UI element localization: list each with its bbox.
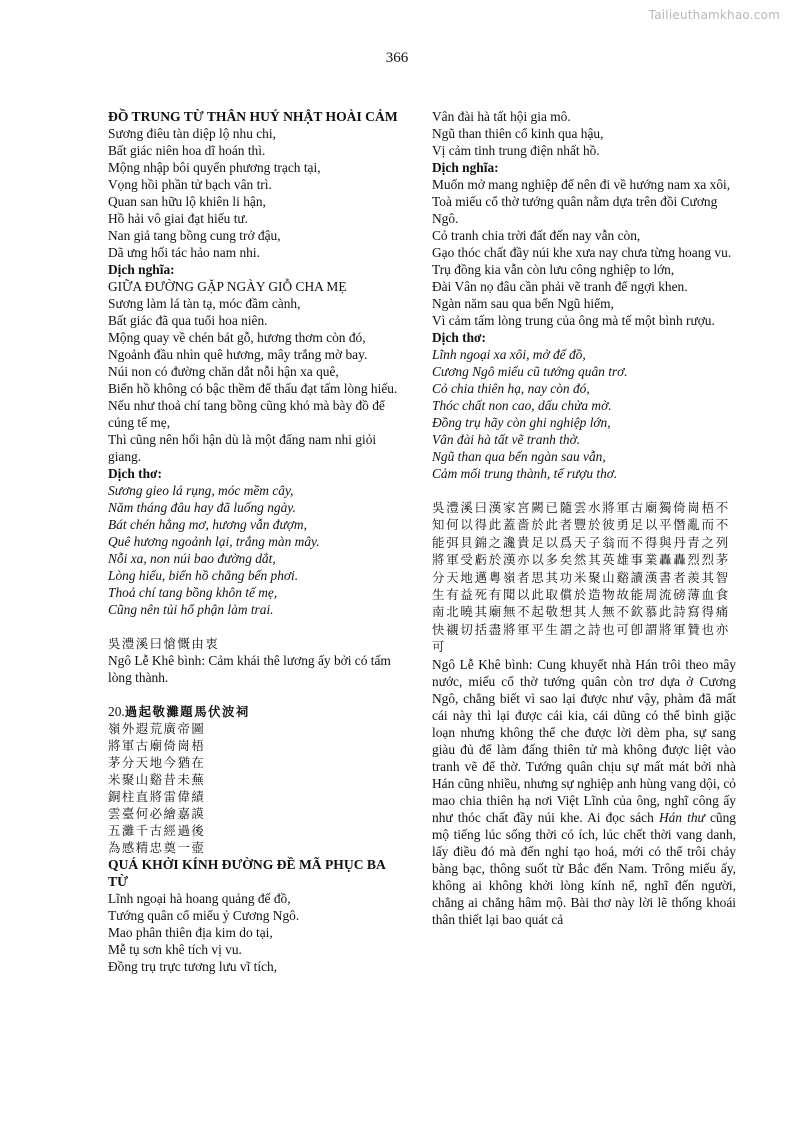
- poem-19-verse: [108, 482, 408, 618]
- translation-line: Trụ đồng kia vẫn còn lưu công nghiệp to lớn,: [432, 262, 675, 277]
- translation-line: Toà miếu cổ thờ tướng quân nằm dựa trên đồi Cương Ngô.: [432, 194, 718, 226]
- poem-line: Bất giác niên hoa dĩ hoán thì.: [108, 143, 266, 158]
- translation-label: Dịch nghĩa:: [108, 262, 175, 277]
- verse-line: Lòng hiếu, biển hồ chẳng bến phơi.: [108, 568, 299, 583]
- poem-line: Quan san hữu lộ khiên li hận,: [108, 194, 266, 209]
- verse-line: Thoả chí tang bồng khôn tế mẹ,: [108, 585, 278, 600]
- verse-line: Vân đài hà tất vẽ tranh thờ.: [432, 432, 581, 447]
- translation-label: Dịch nghĩa:: [432, 160, 499, 175]
- poem-line: Mễ tụ sơn khê tích vị vu.: [108, 942, 242, 957]
- comment-vi-text: Ngô Lễ Khê bình: Cung khuyết nhà Hán trôi theo mây nước, miếu cổ thờ tướng quân còn trơ dựa ở Cương Ngô, chẳng biết vì sao lại được như vậy, phàm đã mất cái này thì lại được cái kia, cái dũng có thể bình giặc loạn nhưng không thể che được lời dèm pha, sự sang giàu đủ để làm đấng thiên tử mà không được liệt vào tranh vẽ để thờ. Tướng quân chịu sự mất mát bởi nhà Hán cũng nhiều, nhưng sự nghiệp anh hùng vang dội, cỏ mao chia thiên hạ nơi Việt Lĩnh của ông, nghĩ công ấy như thóc chất đầy núi khe. Ai đọc sách: [432, 656, 736, 825]
- translation-line: Thì cũng nên hối hận dù là một đấng nam nhi giỏi giang.: [108, 432, 377, 464]
- comment-vi: Ngô Lễ Khê bình: Cảm khái thê lương ấy bởi có tấm lòng thành.: [108, 653, 391, 685]
- verse-line: Lĩnh ngoại xa xôi, mở đế đồ,: [432, 347, 586, 362]
- translation-line: Đài Vân nọ đâu cần phải vẽ tranh để ngợi khen.: [432, 279, 688, 294]
- comment-vi-text-end: cũng mộ tiếng lúc sống thời có ích, lúc chết thời vang danh, lấy điều đó mà đến nghỉ tạo hoá, mới có thể trôi chảy bàng bạc, thông suốt từ Bắc đến Nam. Trông miếu ấy, không ai không khởi lòng kính nể, nghĩ đến người, chẳng ai chẳng hâm mộ. Bài thơ này lời lẽ thống khoái thân thiết lại bao quát cả: [432, 809, 736, 927]
- han-line: 銅柱直將雷偉績: [108, 789, 206, 804]
- poem-20-title-han: 過起敬灘題馬伏波祠: [124, 704, 250, 719]
- poem-line: Đồng trụ trực tương lưu vĩ tích,: [108, 959, 278, 974]
- translation-line: Muốn mở mang nghiệp đế nên đi về hướng nam xa xôi,: [432, 177, 731, 192]
- verse-line: Cương Ngô miếu cũ tướng quân trơ.: [432, 364, 628, 379]
- poem-line: Sương điêu tàn diệp lộ nhu chi,: [108, 126, 276, 141]
- han-line: 嶺外遐荒廣帝圖: [108, 721, 206, 736]
- translation-line: Vì cảm tấm lòng trung của ông mà tế một bình rượu.: [432, 313, 715, 328]
- poem-number: 20.: [108, 704, 125, 719]
- verse-line: Sương gieo lá rụng, móc mềm cây,: [108, 483, 294, 498]
- poem-19-translation: [108, 278, 408, 465]
- han-line: 為感精忠奠一壺: [108, 840, 206, 855]
- han-line: 雲臺何必繪嘉謨: [108, 806, 206, 821]
- translation-line: Mộng quay về chén bát gỗ, hương thơm còn đó,: [108, 330, 366, 345]
- poem-line: Mộng nhập bôi quyển phương trạch tại,: [108, 160, 321, 175]
- han-line: 五灘千古經過後: [108, 823, 206, 838]
- poem-20-verse: [432, 346, 736, 482]
- poem-line: Vị cảm tinh trung điện nhất hồ.: [432, 143, 600, 158]
- translation-line: Cỏ tranh chia trời đất đến nay vẫn còn,: [432, 228, 641, 243]
- poem-19-title: ĐỒ TRUNG TỪ THÂN HUÝ NHẬT HOÀI CẢM: [108, 109, 398, 124]
- translation-line: Bất giác đã qua tuổi hoa niên.: [108, 313, 268, 328]
- poem-line: Nan giả tang bồng cung trở đậu,: [108, 228, 281, 243]
- verse-line: Cảm mối trung thành, tế rượu thơ.: [432, 466, 618, 481]
- verse-line: Bát chén hằng mơ, hương vẫn đượm,: [108, 517, 307, 532]
- verse-label: Dịch thơ:: [108, 466, 162, 481]
- verse-label: Dịch thơ:: [432, 330, 486, 345]
- poem-line: Dã ưng hối tác hảo nam nhi.: [108, 245, 260, 260]
- right-column: [432, 108, 736, 928]
- translation-line: Nếu như thoả chí tang bồng cũng khó mà bày đồ để cúng tế mẹ,: [108, 398, 385, 430]
- poem-line: Vọng hồi phần tử bạch vân trì.: [108, 177, 272, 192]
- han-line: 將軍古廟倚崗梧: [108, 738, 206, 753]
- poem-line: Vân đài hà tất hội gia mô.: [432, 109, 571, 124]
- left-column: [108, 108, 408, 975]
- book-title: Hán thư: [658, 809, 705, 825]
- poem-20-original-cont: [432, 108, 736, 159]
- verse-line: Năm tháng đâu hay đã luống ngày.: [108, 500, 296, 515]
- verse-line: Cỏ chia thiên hạ, nay còn đó,: [432, 381, 590, 396]
- page-number: 366: [385, 50, 409, 66]
- poem-20-han: [108, 720, 408, 856]
- poem-20-heading: [108, 703, 408, 720]
- translation-line: Biển hồ không có bậc thềm để thấu đạt tấm lòng hiếu.: [108, 381, 398, 396]
- translation-line: Sương làm lá tàn tạ, móc đầm cành,: [108, 296, 301, 311]
- poem-line: Hồ hải vô giai đạt hiếu tư.: [108, 211, 249, 226]
- translation-line: Ngàn năm sau qua bến Ngũ hiểm,: [432, 296, 614, 311]
- comment-han-paragraph: 吳澧溪曰漢家宮闕已隨雲水將軍古廟獨倚崗梧不知何以得此蓋嗇於此者豐於彼勇足以平僭亂而不能弭貝錦之讒貴足以爲天子翁而不得與丹青之列將軍受虧於漢亦以多矣然其英雄事業轟轟烈烈茅分天地邁粵嶺者思其功米聚山谿讀漢書者羨其智生有益死有聞以此取償於造物故能周流磅薄血食南北曉其廟無不起敬想其人無不欽慕此詩寫得痛快襯切括盡將軍平生謂之詩也可卽謂將軍贊也亦可: [432, 500, 731, 655]
- poem-line: Tướng quân cổ miếu ỷ Cương Ngô.: [108, 908, 300, 923]
- poem-line: Ngũ than thiên cổ kinh qua hậu,: [432, 126, 604, 141]
- verse-line: Nỗi xa, non núi bao đường dắt,: [108, 551, 276, 566]
- poem-line: Lĩnh ngoại hà hoang quảng đế đồ,: [108, 891, 291, 906]
- verse-line: Ngũ than qua bến ngàn sau vẫn,: [432, 449, 606, 464]
- translation-line: Gạo thóc chất đầy núi khe xưa nay chưa từng hoang vu.: [432, 245, 732, 260]
- translation-line: Ngoảnh đầu nhìn quê hương, mây trắng mờ bay.: [108, 347, 368, 362]
- poem-20-original: [108, 890, 408, 975]
- poem-20-title: QUÁ KHỞI KÍNH ĐƯỜNG ĐỀ MÃ PHỤC BA TỪ: [108, 857, 386, 889]
- translation-title: GIỮA ĐƯỜNG GẶP NGÀY GIỖ CHA MẸ: [108, 279, 347, 294]
- poem-20-translation: [432, 176, 736, 329]
- comment-vi-paragraph: [432, 656, 736, 928]
- verse-line: Quê hương ngoảnh lại, trắng màn mây.: [108, 534, 320, 549]
- verse-line: Đồng trụ hãy còn ghi nghiệp lớn,: [432, 415, 611, 430]
- watermark: Tailieuthamkhao.com: [648, 8, 780, 22]
- translation-line: Núi non có đường chăn dắt nỗi hận xa quê,: [108, 364, 339, 379]
- comment-han: 吳澧溪曰愴慨由衷: [108, 636, 220, 651]
- poem-19-original: [108, 125, 408, 261]
- verse-line: Thóc chất non cao, dấu chửa mờ.: [432, 398, 612, 413]
- han-line: 米聚山谿昔未蕪: [108, 772, 206, 787]
- verse-line: Cũng nên tủi hổ phận làm trai.: [108, 602, 274, 617]
- han-line: 茅分天地今猶在: [108, 755, 206, 770]
- poem-line: Mao phân thiên địa kim do tại,: [108, 925, 273, 940]
